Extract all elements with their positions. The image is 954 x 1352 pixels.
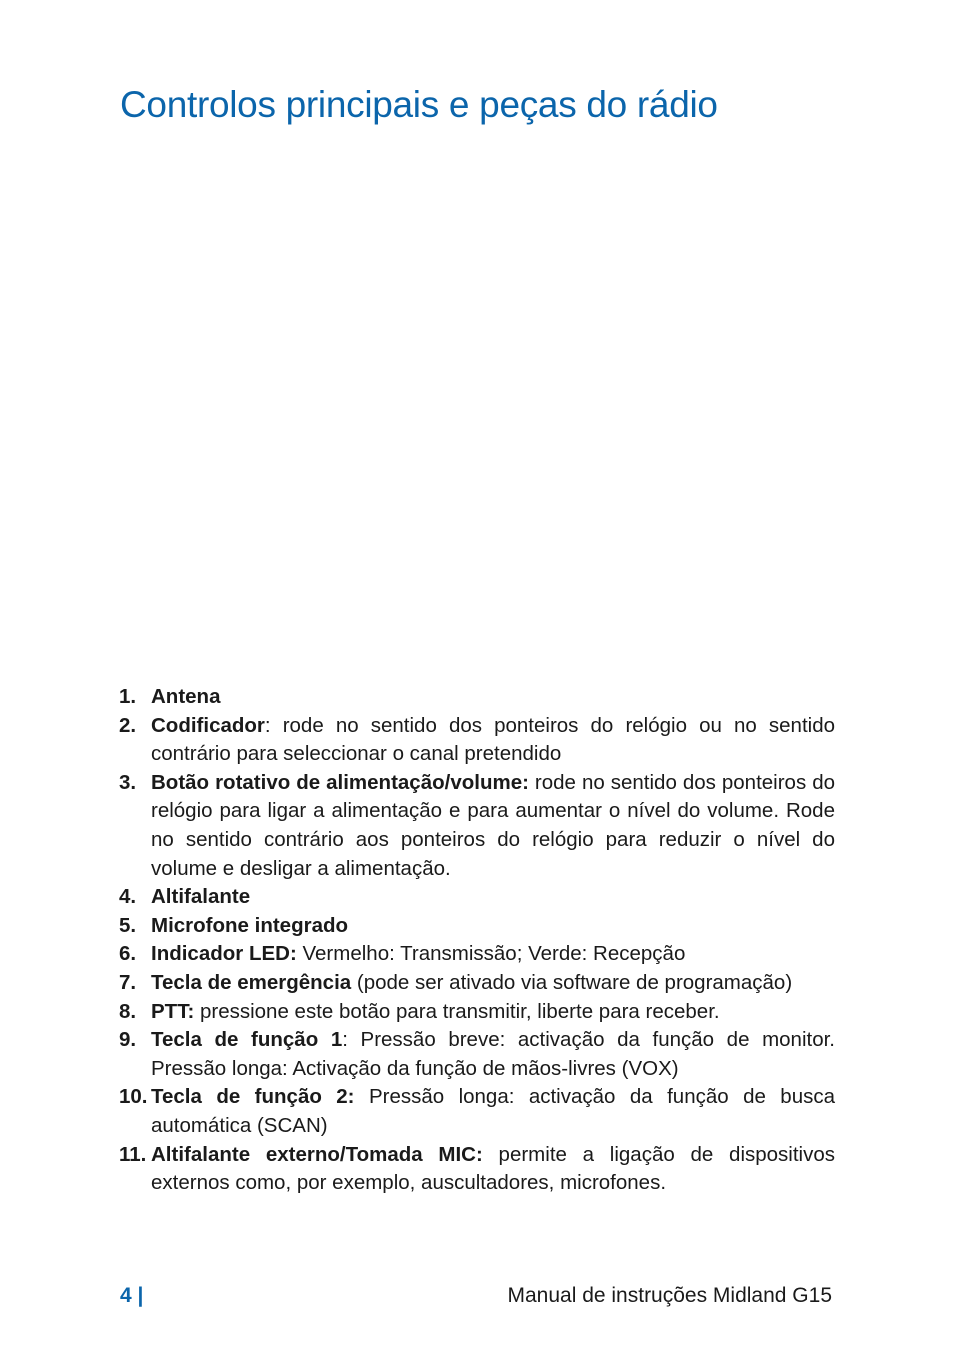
item-label: PTT: [151, 999, 195, 1023]
item-number: 6. [119, 942, 137, 966]
item-number: 4. [119, 885, 137, 909]
item-number: 5. [119, 913, 137, 937]
item-label: Codificador [151, 713, 265, 737]
item-text: : Pressão breve: activação da função de monitor. Pressão longa: Activação da função de mãos-livres (VOX) [151, 1028, 835, 1080]
item-text: Vermelho: Transmissão; Verde: Recepção [296, 942, 686, 966]
item-text: (pode ser ativado via software de programação) [351, 970, 793, 994]
item-number: 3. [119, 770, 137, 794]
item-number: 10. [119, 1085, 148, 1109]
item-number: 11. [119, 1142, 147, 1166]
list-item [119, 1141, 835, 1198]
list-item [119, 1026, 835, 1083]
item-number: 2. [119, 713, 137, 737]
parts-list [119, 683, 835, 1198]
item-text: rode no sentido dos ponteiros do relógio para ligar a alimentação e para aumentar o nível do volume. Rode no sentido contrário aos ponteiros do relógio para reduzir o nível do volume e desligar a alimentação. [151, 770, 835, 880]
page-number: 4 | [120, 1284, 144, 1307]
item-label: Tecla de função 1 [151, 1028, 343, 1052]
item-number: 7. [119, 970, 137, 994]
item-label: Microfone integrado [151, 913, 349, 937]
list-item [119, 769, 835, 883]
item-label: Tecla de função 2: [151, 1085, 355, 1109]
list-item [119, 998, 835, 1027]
item-text: permite a ligação de dispositivos externos como, por exemplo, auscultadores, microfones. [151, 1142, 836, 1195]
list-item [119, 940, 835, 969]
item-label: Altifalante [151, 885, 251, 909]
list-item [119, 883, 835, 912]
item-label: Indicador LED: [151, 942, 297, 966]
item-label: Botão rotativo de alimentação/volume: [151, 770, 529, 794]
item-number: 8. [119, 999, 137, 1023]
item-text: : rode no sentido dos ponteiros do relógio ou no sentido contrário para seleccionar o canal pretendido [151, 713, 835, 766]
item-text: Pressão longa: activação da função de busca automática (SCAN) [151, 1085, 835, 1137]
item-number: 9. [119, 1028, 137, 1052]
manual-title: Manual de instruções Midland G15 [507, 1284, 832, 1307]
list-item [119, 683, 835, 712]
list-item [119, 1083, 835, 1140]
page-title: Controlos principais e peças do rádio [120, 84, 718, 125]
list-item [119, 912, 835, 941]
item-label: Altifalante externo/Tomada MIC: [151, 1142, 483, 1166]
item-text: pressione este botão para transmitir, liberte para receber. [194, 999, 720, 1023]
radio-figure-area [120, 160, 834, 670]
list-item [119, 969, 835, 998]
item-label: Antena [151, 685, 221, 708]
item-number: 1. [119, 685, 137, 708]
item-label: Tecla de emergência [151, 970, 352, 994]
list-item [119, 712, 835, 769]
